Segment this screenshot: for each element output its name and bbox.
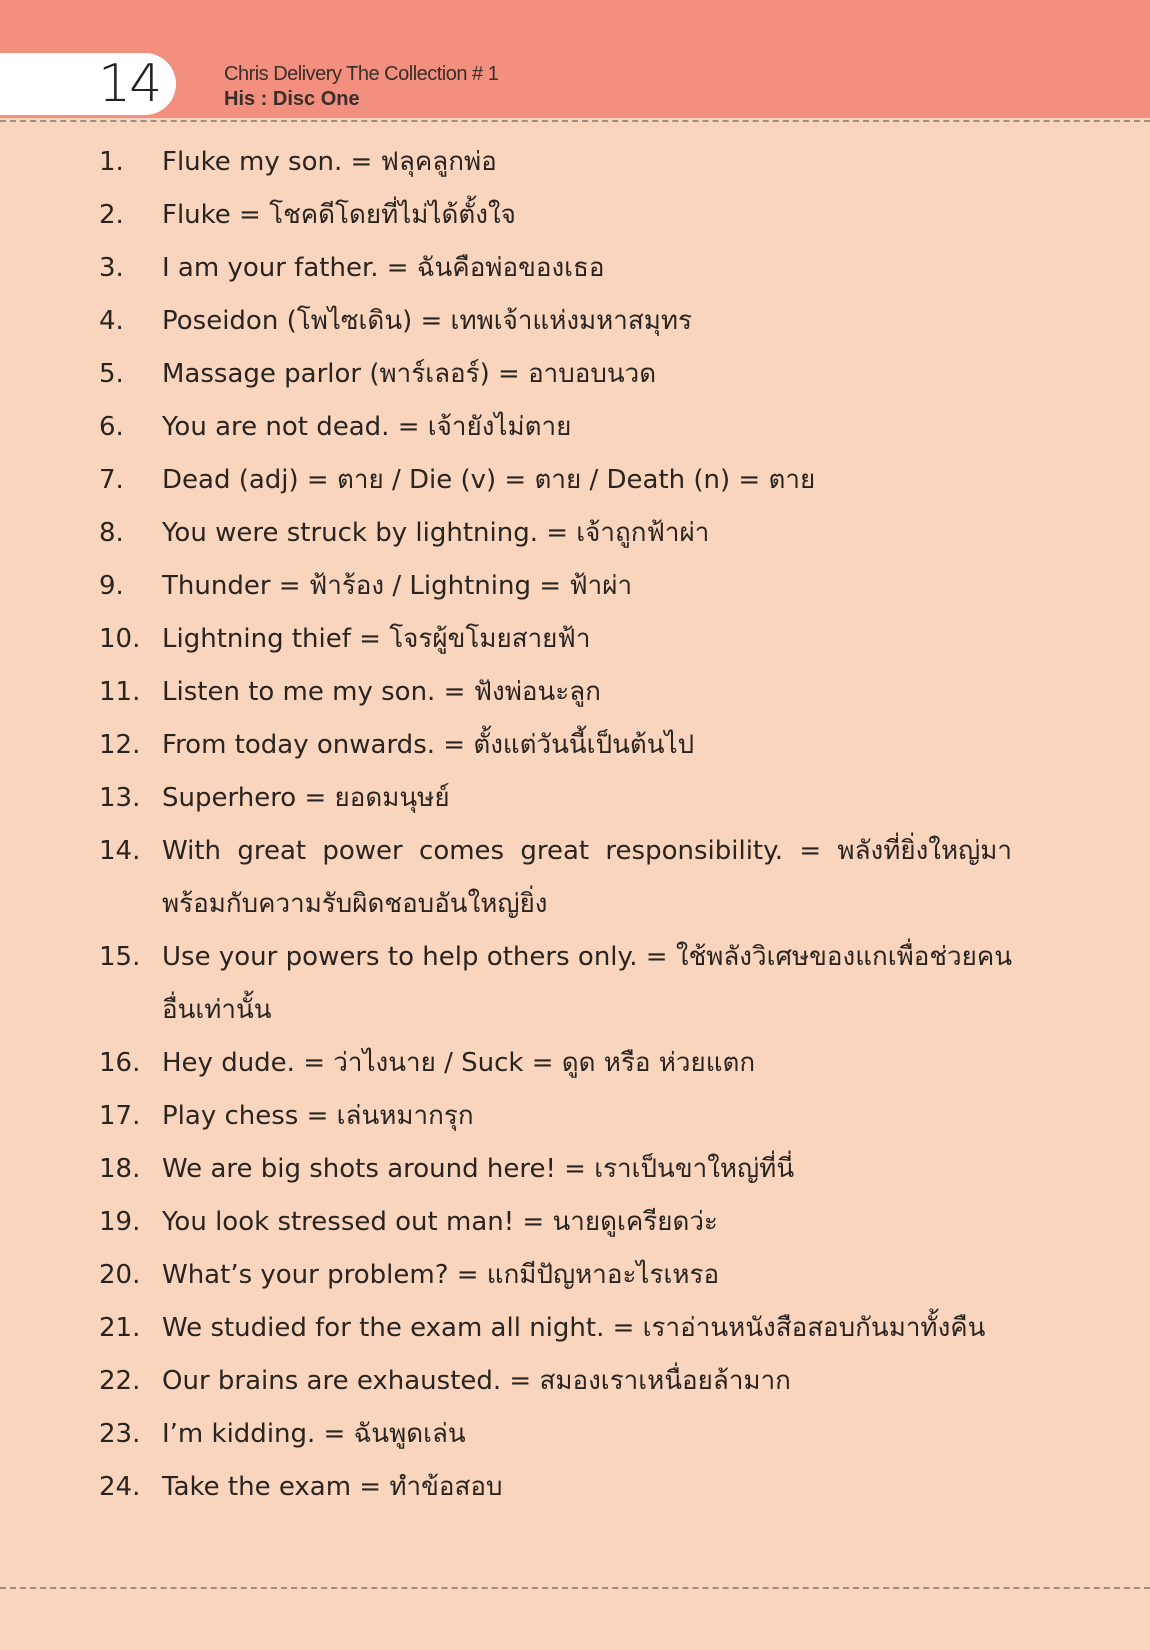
item-number: 6.: [99, 412, 124, 442]
item-text: What’s your problem? = แกมีปัญหาอะไรเหรอ: [162, 1260, 720, 1290]
vocabulary-list: [0, 136, 1150, 1514]
list-item: [0, 1143, 1150, 1196]
item-text: I am your father. = ฉันคือพ่อของเธอ: [162, 253, 605, 283]
item-number: 2.: [99, 200, 124, 230]
list-item: [0, 189, 1150, 242]
item-text: Dead (adj) = ตาย / Die (v) = ตาย / Death (n) = ตาย: [162, 465, 816, 495]
item-text: Massage parlor (พาร์เลอร์) = อาบอบนวด: [162, 359, 657, 389]
item-number: 24.: [99, 1472, 141, 1502]
list-item: [0, 772, 1150, 825]
item-text: Superhero = ยอดมนุษย์: [162, 783, 450, 813]
series-title: Chris Delivery The Collection # 1: [224, 63, 499, 85]
item-text: We are big shots around here! = เราเป็นขาใหญ่ที่นี่: [162, 1154, 795, 1184]
list-item: [0, 1037, 1150, 1090]
list-item: [0, 1408, 1150, 1461]
item-text: Thunder = ฟ้าร้อง / Lightning = ฟ้าผ่า: [162, 571, 633, 601]
list-item: [0, 560, 1150, 613]
item-number: 8.: [99, 518, 124, 548]
item-number: 15.: [99, 942, 141, 972]
item-text: You are not dead. = เจ้ายังไม่ตาย: [162, 412, 572, 442]
page-number: 14: [98, 54, 161, 114]
item-text: Lightning thief = โจรผู้ขโมยสายฟ้า: [162, 624, 591, 654]
item-text: With great power comes great responsibility. = พลังที่ยิ่งใหญ่มาพร้อมกับความรับผิดชอบอันใหญ่ยิ่ง: [162, 836, 1012, 919]
bottom-divider: [0, 1587, 1150, 1589]
item-number: 13.: [99, 783, 141, 813]
list-item: [0, 454, 1150, 507]
item-number: 17.: [99, 1101, 141, 1131]
list-item: [0, 613, 1150, 666]
item-text: We studied for the exam all night. = เราอ่านหนังสือสอบกันมาทั้งคืน: [162, 1313, 986, 1343]
disc-title: His : Disc One: [224, 88, 360, 110]
item-number: 4.: [99, 306, 124, 336]
item-number: 1.: [99, 147, 124, 177]
item-text: Hey dude. = ว่าไงนาย / Suck = ดูด หรือ ห่วยแตก: [162, 1048, 756, 1078]
page-header: [0, 0, 1150, 118]
list-item: [0, 507, 1150, 560]
list-item: [0, 1090, 1150, 1143]
item-number: 20.: [99, 1260, 141, 1290]
list-item: [0, 1249, 1150, 1302]
list-item: [0, 719, 1150, 772]
item-number: 14.: [99, 836, 141, 866]
item-text: Our brains are exhausted. = สมองเราเหนื่อยล้ามาก: [162, 1366, 791, 1396]
list-item: [0, 1461, 1150, 1514]
item-text: Listen to me my son. = ฟังพ่อนะลูก: [162, 677, 601, 707]
list-item: [0, 348, 1150, 401]
list-item: [0, 666, 1150, 719]
item-number: 10.: [99, 624, 141, 654]
item-text: You were struck by lightning. = เจ้าถูกฟ้าผ่า: [162, 518, 710, 548]
item-text: Play chess = เล่นหมากรุก: [162, 1101, 474, 1131]
item-number: 19.: [99, 1207, 141, 1237]
item-number: 11.: [99, 677, 141, 707]
item-number: 16.: [99, 1048, 141, 1078]
list-item: [0, 1355, 1150, 1408]
item-text: Take the exam = ทำข้อสอบ: [162, 1472, 503, 1502]
item-text: Poseidon (โพไซเดิน) = เทพเจ้าแห่งมหาสมุทร: [162, 306, 693, 336]
item-text: I’m kidding. = ฉันพูดเล่น: [162, 1419, 466, 1449]
item-number: 7.: [99, 465, 124, 495]
item-text: From today onwards. = ตั้งแต่วันนี้เป็นต้นไป: [162, 730, 695, 760]
item-text: You look stressed out man! = นายดูเครียดว่ะ: [162, 1207, 718, 1237]
list-item: [0, 931, 1150, 1037]
list-item: [0, 136, 1150, 189]
item-number: 3.: [99, 253, 124, 283]
list-item: [0, 242, 1150, 295]
top-divider: [0, 120, 1150, 122]
item-number: 21.: [99, 1313, 141, 1343]
item-text: Fluke my son. = ฟลุคลูกพ่อ: [162, 147, 497, 177]
list-item: [0, 295, 1150, 348]
list-item: [0, 825, 1150, 931]
list-item: [0, 1302, 1150, 1355]
item-number: 18.: [99, 1154, 141, 1184]
item-number: 5.: [99, 359, 124, 389]
item-text: Use your powers to help others only. = ใช้พลังวิเศษของแกเพื่อช่วยคนอื่นเท่านั้น: [162, 942, 1012, 1025]
item-number: 23.: [99, 1419, 141, 1449]
item-text: Fluke = โชคดีโดยที่ไม่ได้ตั้งใจ: [162, 200, 516, 230]
list-item: [0, 1196, 1150, 1249]
item-number: 12.: [99, 730, 141, 760]
item-number: 9.: [99, 571, 124, 601]
item-number: 22.: [99, 1366, 141, 1396]
list-item: [0, 401, 1150, 454]
